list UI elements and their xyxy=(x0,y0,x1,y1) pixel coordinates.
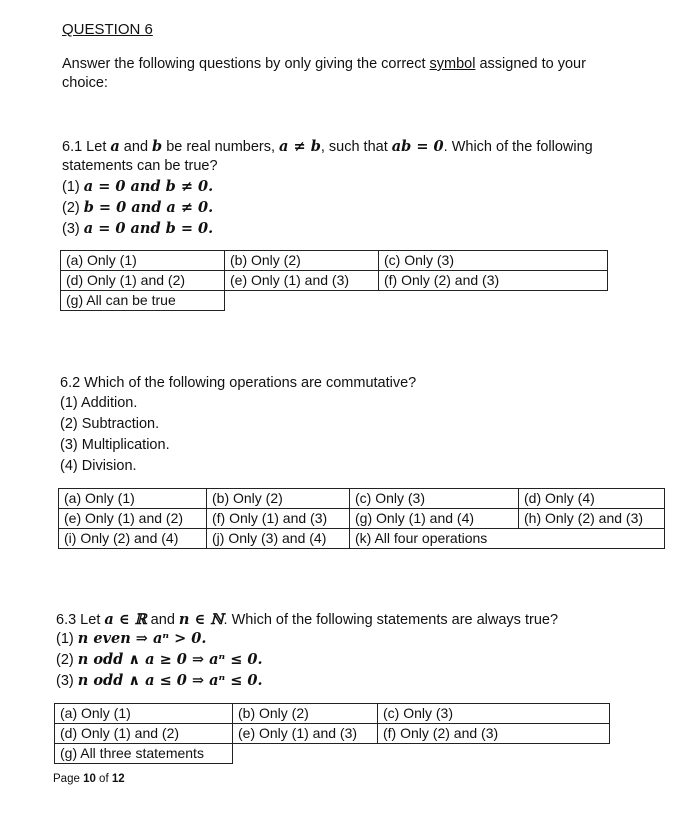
option-g[interactable]: (g) Only (1) and (4) xyxy=(350,509,519,529)
q1-text-3: , such that xyxy=(320,139,392,155)
empty-cell xyxy=(225,291,379,311)
option-e[interactable]: (e) Only (1) and (3) xyxy=(225,271,379,291)
q1-statement-1 xyxy=(62,177,213,197)
table-row xyxy=(61,271,608,291)
table-row xyxy=(59,509,665,529)
intro-line-2: choice: xyxy=(62,75,108,91)
option-f[interactable]: (f) Only (1) and (3) xyxy=(207,509,350,529)
statement-expr: n odd ∧ a ≤ 0 ⇒ aⁿ ≤ 0. xyxy=(77,672,263,689)
option-c[interactable]: (c) Only (3) xyxy=(378,704,610,724)
q2-statement-4: (4) Division. xyxy=(60,458,137,474)
option-d[interactable]: (d) Only (1) and (2) xyxy=(55,724,233,744)
option-d[interactable]: (d) Only (4) xyxy=(519,489,665,509)
option-g[interactable]: (g) All can be true xyxy=(61,291,225,311)
option-h[interactable]: (h) Only (2) and (3) xyxy=(519,509,665,529)
intro-text: Answer the following questions by only giving the correct xyxy=(62,56,430,72)
statement-num: (3) xyxy=(56,673,78,689)
statement-expr: b = 0 and a ≠ 0. xyxy=(83,199,214,216)
page-total: 12 xyxy=(111,773,125,785)
statement-num: (3) xyxy=(62,221,84,237)
option-i[interactable]: (i) Only (2) and (4) xyxy=(59,529,207,549)
statement-num: (2) xyxy=(56,652,78,668)
q2-statement-1: (1) Addition. xyxy=(60,395,138,411)
option-d[interactable]: (d) Only (1) and (2) xyxy=(61,271,225,291)
option-b[interactable]: (b) Only (2) xyxy=(233,704,378,724)
q1-statement-2 xyxy=(62,198,213,218)
option-c[interactable]: (c) Only (3) xyxy=(379,251,608,271)
empty-cell xyxy=(233,744,378,764)
table-row xyxy=(55,704,610,724)
q3-a-in-r: a ∈ ℝ xyxy=(104,611,147,628)
q3-text: 6.3 Let xyxy=(56,612,105,628)
q3-and: and xyxy=(146,612,179,628)
page-number: 10 xyxy=(83,773,96,785)
option-f[interactable]: (f) Only (2) and (3) xyxy=(378,724,610,744)
empty-cell xyxy=(378,744,610,764)
option-b[interactable]: (b) Only (2) xyxy=(225,251,379,271)
option-g[interactable]: (g) All three statements xyxy=(55,744,233,764)
intro-text-end: assigned to your xyxy=(475,56,586,72)
table-row xyxy=(61,291,608,311)
option-e[interactable]: (e) Only (1) and (2) xyxy=(59,509,207,529)
option-c[interactable]: (c) Only (3) xyxy=(350,489,519,509)
option-e[interactable]: (e) Only (1) and (3) xyxy=(233,724,378,744)
page-label: Page xyxy=(53,773,84,785)
q1-text-4: . Which of the following xyxy=(443,139,593,155)
q3-statement-3 xyxy=(56,671,263,691)
statement-expr: a = 0 and b = 0. xyxy=(83,220,214,237)
option-f[interactable]: (f) Only (2) and (3) xyxy=(379,271,608,291)
q1-statement-3 xyxy=(62,219,213,239)
option-a[interactable]: (a) Only (1) xyxy=(61,251,225,271)
statement-num: (1) xyxy=(62,179,84,195)
page-footer xyxy=(53,772,125,786)
q2-statement-2: (2) Subtraction. xyxy=(60,416,160,432)
empty-cell xyxy=(379,291,608,311)
option-a[interactable]: (a) Only (1) xyxy=(59,489,207,509)
q1-neq-expr: a ≠ b xyxy=(279,138,321,155)
q2-options-table xyxy=(58,488,665,549)
q3-question xyxy=(56,610,558,630)
q1-ab-expr: ab = 0 xyxy=(391,138,444,155)
statement-expr: n odd ∧ a ≥ 0 ⇒ aⁿ ≤ 0. xyxy=(77,651,263,668)
q1-text-2: be real numbers, xyxy=(162,139,280,155)
q1-question-line-1 xyxy=(62,137,593,157)
q3-n-in-n: n ∈ ℕ xyxy=(178,611,224,628)
option-k[interactable]: (k) All four operations xyxy=(350,529,665,549)
q1-options-table xyxy=(60,250,608,311)
q1-question-line-2: statements can be true? xyxy=(62,158,218,174)
q1-text: 6.1 Let xyxy=(62,139,111,155)
q3-text-2: . Which of the following statements are always true? xyxy=(223,612,559,628)
table-row xyxy=(55,744,610,764)
q1-var-b: b xyxy=(152,138,163,155)
option-a[interactable]: (a) Only (1) xyxy=(55,704,233,724)
intro-symbol-word: symbol xyxy=(429,56,476,72)
table-row xyxy=(55,724,610,744)
table-row xyxy=(59,489,665,509)
q2-question: 6.2 Which of the following operations are commutative? xyxy=(60,375,417,391)
q3-options-table xyxy=(54,703,610,764)
q3-statement-1 xyxy=(56,629,206,649)
table-row xyxy=(61,251,608,271)
question-heading: QUESTION 6 xyxy=(62,21,153,38)
option-j[interactable]: (j) Only (3) and (4) xyxy=(207,529,350,549)
statement-num: (1) xyxy=(56,631,78,647)
q2-statement-3: (3) Multiplication. xyxy=(60,437,170,453)
statement-expr: n even ⇒ aⁿ > 0. xyxy=(77,630,207,647)
table-row xyxy=(59,529,665,549)
q1-and: and xyxy=(119,139,153,155)
intro-line-1 xyxy=(62,54,586,74)
option-b[interactable]: (b) Only (2) xyxy=(207,489,350,509)
page-of: of xyxy=(95,773,112,785)
q3-statement-2 xyxy=(56,650,263,670)
q1-var-a: a xyxy=(110,138,120,155)
statement-expr: a = 0 and b ≠ 0. xyxy=(83,178,214,195)
statement-num: (2) xyxy=(62,200,84,216)
